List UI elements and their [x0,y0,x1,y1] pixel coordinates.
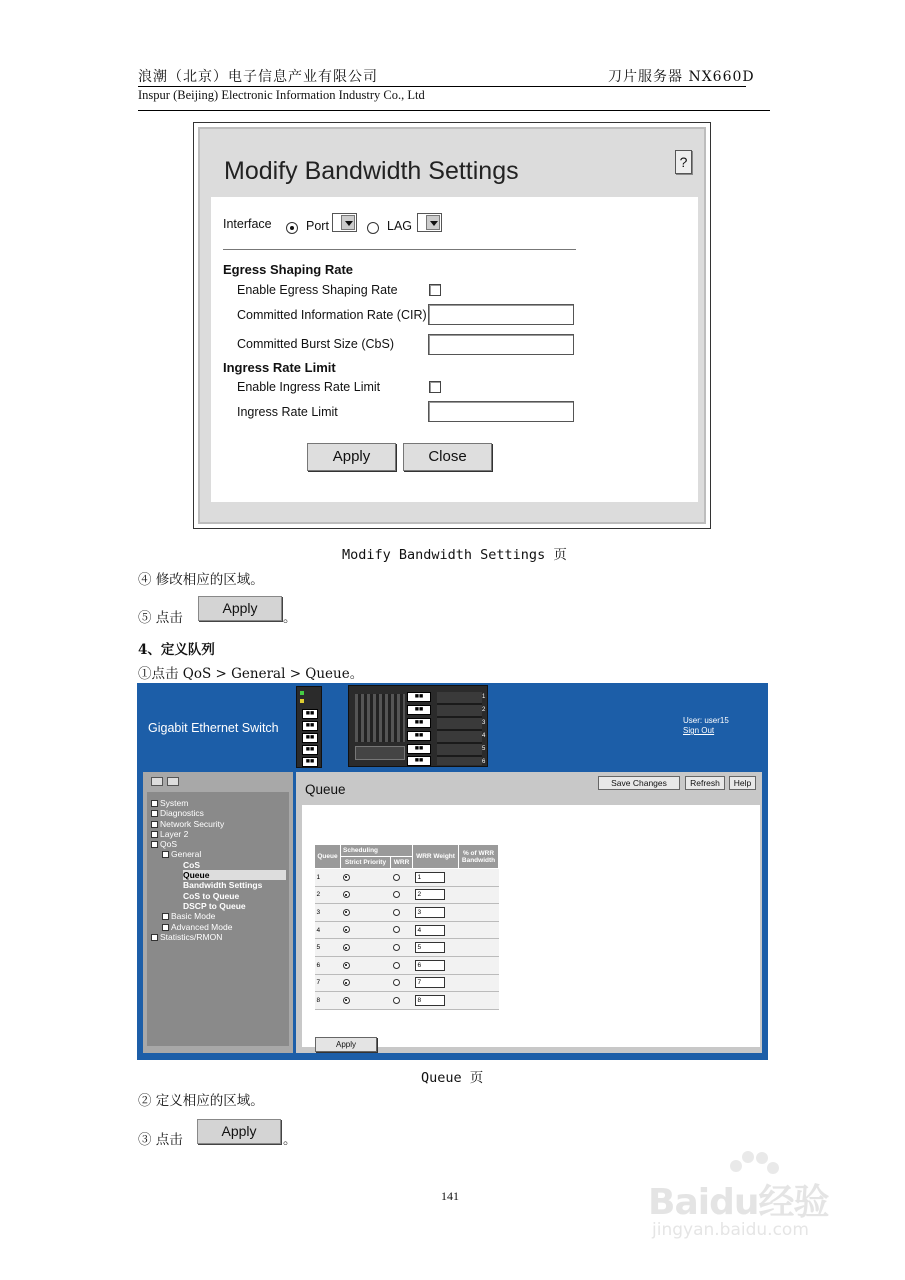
port-dropdown[interactable] [332,213,357,232]
wrr-radio[interactable] [393,979,400,986]
enable-egress-label: Enable Egress Shaping Rate [237,283,398,297]
tree-label: Network Security [160,818,225,829]
wrr-weight-input[interactable]: 7 [415,977,445,988]
product-name: Gigabit Ethernet Switch [148,721,279,735]
blade-chassis [348,685,488,767]
queue-number: 5 [315,939,341,957]
table-row [315,869,499,887]
header-product: 刀片服务器 NX660D [608,69,755,85]
cbs-input[interactable] [428,334,574,355]
queue-number: 8 [315,992,341,1010]
queue-number: 4 [315,921,341,939]
tree-item-advanced-mode[interactable] [151,922,286,932]
tree-label: QoS [160,839,178,850]
table-row [315,974,499,992]
dialog-title: Modify Bandwidth Settings [224,157,519,185]
bay-number: 2 [482,707,486,713]
col-queue: Queue [315,845,341,869]
step-q1: ①点击 QoS > General > Queue。 [138,666,364,682]
watermark-brand: Baidu经验 [648,1182,829,1223]
col-scheduling: Scheduling [341,845,413,857]
tree-item-bandwidth[interactable]: Bandwidth Settings [183,880,263,891]
bay-icon: ■■ [407,705,431,715]
ingress-limit-label: Ingress Rate Limit [237,405,338,419]
expand-icon [162,913,169,920]
tree-item-general[interactable] [151,849,286,859]
collapse-all-icon[interactable] [167,777,179,786]
step-4: ④ 修改相应的区域。 [138,572,264,588]
wrr-weight-input[interactable]: 2 [415,889,445,900]
strict-radio[interactable] [343,891,350,898]
apply-button[interactable]: Apply [307,443,396,471]
step-q3: ③ 点击 [138,1132,183,1148]
table-row [315,939,499,957]
dialog-frame [198,127,706,524]
header-company-en: Inspur (Beijing) Electronic Information Industry Co., Ltd [138,88,425,102]
strict-radio[interactable] [343,944,350,951]
pct-cell [459,956,499,974]
lag-label: LAG [387,219,413,233]
chevron-down-icon [341,215,355,230]
user-info [683,716,729,736]
expand-icon [151,810,158,817]
lag-radio[interactable] [367,222,379,234]
wrr-radio[interactable] [393,997,400,1004]
strict-radio[interactable] [343,979,350,986]
divider [223,249,576,250]
figure-caption-1: Modify Bandwidth Settings 页 [342,547,567,563]
sign-out-link[interactable]: Sign Out [683,726,715,735]
step-q2: ② 定义相应的区域。 [138,1093,264,1109]
tree-label: Statistics/RMON [160,931,223,942]
queue-apply-button[interactable]: Apply [315,1037,377,1052]
bay-icon: ■■ [407,756,431,766]
wrr-radio[interactable] [393,874,400,881]
col-wrr-weight: WRR Weight [413,845,459,869]
wrr-weight-input[interactable]: 5 [415,942,445,953]
queue-number: 3 [315,904,341,922]
strict-radio[interactable] [343,997,350,1004]
tree-item-basic-mode[interactable] [151,911,286,921]
queue-table [314,844,499,1010]
tree-label: Basic Mode [171,911,216,922]
blade-slots [437,692,482,765]
table-header-row [315,845,499,857]
enable-ingress-label: Enable Ingress Rate Limit [237,380,381,394]
wrr-radio[interactable] [393,909,400,916]
nav-tree [151,798,286,942]
help-button[interactable]: Help [729,776,756,790]
bay-icon: ■■ [407,692,431,702]
tree-item-queue[interactable] [151,870,286,880]
psu [355,746,405,760]
bay-icon: ■■ [407,744,431,754]
tree-item-stats[interactable] [151,932,286,942]
tree-label: Diagnostics [160,808,204,819]
tree-item-qos[interactable] [151,839,286,849]
strict-radio[interactable] [343,909,350,916]
step-5-end: 。 [283,610,297,626]
refresh-button[interactable]: Refresh [685,776,725,790]
table-row [315,992,499,1010]
wrr-radio[interactable] [393,926,400,933]
wrr-radio[interactable] [393,962,400,969]
wrr-weight-input[interactable]: 8 [415,995,445,1006]
tree-item-network-security[interactable] [151,819,286,829]
pct-cell [459,904,499,922]
table-row [315,921,499,939]
table-row [315,886,499,904]
bay-number: 3 [482,720,486,726]
step-5 [138,606,183,626]
col-strict-priority: Strict Priority [341,857,391,869]
help-button[interactable]: ? [675,150,692,174]
bay-icon: ■■ [407,718,431,728]
pct-cell [459,869,499,887]
user-name: User: user15 [683,716,729,725]
cbs-label: Committed Burst Size (CbS) [237,337,394,351]
strict-radio[interactable] [343,874,350,881]
tree-label-selected: Queue [183,870,286,880]
step-5-text: ⑤ 点击 [138,610,183,626]
queue-screenshot [137,683,768,1060]
port-label: Port [306,219,329,233]
close-button[interactable]: Close [403,443,492,471]
pct-cell [459,939,499,957]
col-pct-wrr: % of WRR Bandwidth [459,845,499,869]
fan-grille [355,694,405,742]
bay-number: 4 [482,733,486,739]
table-row [315,956,499,974]
port-icon: ■■ [302,757,318,767]
port-icon: ■■ [302,721,318,731]
bay-numbers [482,691,485,769]
page-number: 141 [441,1189,459,1203]
expand-all-icon[interactable] [151,777,163,786]
tree-item-cos-to-queue[interactable]: CoS to Queue [183,890,240,901]
tree-item-layer2[interactable] [151,829,286,839]
cir-label: Committed Information Rate (CIR) [237,308,427,322]
expand-icon [151,831,158,838]
pct-cell [459,974,499,992]
queue-number: 2 [315,886,341,904]
wrr-weight-input[interactable]: 6 [415,960,445,971]
switch-chassis-small [296,686,322,768]
pct-cell [459,992,499,1010]
tree-item-system[interactable] [151,798,286,808]
led-icon [300,699,304,703]
queue-content [302,805,760,1047]
chevron-down-icon [426,215,440,230]
bay-number: 5 [482,746,486,752]
tree-label: Layer 2 [160,828,189,839]
expand-icon [151,800,158,807]
tree-label: Advanced Mode [171,921,233,932]
header-company-cn: 浪潮（北京）电子信息产业有限公司 [138,69,378,85]
step-q3-end: 。 [283,1132,297,1148]
interface-label: Interface [223,217,272,231]
save-changes-button[interactable]: Save Changes [598,776,680,790]
sidebar [143,772,293,1053]
inline-apply-button-2[interactable]: Apply [197,1119,281,1144]
egress-heading: Egress Shaping Rate [223,262,354,277]
table-row [315,904,499,922]
pct-cell [459,921,499,939]
port-radio[interactable] [286,222,298,234]
led-icon [300,691,304,695]
wrr-radio[interactable] [393,944,400,951]
lag-dropdown[interactable] [417,213,442,232]
wrr-weight-input[interactable]: 3 [415,907,445,918]
wrr-weight-input[interactable]: 4 [415,925,445,936]
wrr-radio[interactable] [393,891,400,898]
main-panel [296,772,762,1053]
baidu-watermark [640,1148,855,1248]
figure-caption-2: Queue 页 [421,1070,484,1086]
pct-cell [459,886,499,904]
enable-ingress-checkbox[interactable] [429,381,441,393]
expand-icon [162,924,169,931]
section-heading: 4、定义队列 [138,642,215,658]
settings-panel [211,197,698,502]
tree-label: System [160,798,189,808]
tree-item-dscp-to-queue[interactable]: DSCP to Queue [183,900,246,911]
modify-bandwidth-screenshot [193,122,711,529]
queue-number: 7 [315,974,341,992]
ingress-limit-input[interactable] [428,401,574,422]
collapse-icon [162,851,169,858]
tree-panel [147,792,289,1046]
enable-egress-checkbox[interactable] [429,284,441,296]
bay-icon: ■■ [407,731,431,741]
bay-number: 6 [482,759,486,765]
cir-input[interactable] [428,304,574,325]
page-title: Queue [305,782,346,797]
port-icon: ■■ [302,733,318,743]
tree-label: General [171,849,202,860]
watermark-url: jingyan.baidu.com [652,1220,809,1240]
expand-icon [151,821,158,828]
col-wrr: WRR [391,857,413,869]
bay-number: 1 [482,694,486,700]
header-rule [138,86,746,87]
collapse-icon [151,841,158,848]
expand-icon [151,934,158,941]
header-rule-bottom [138,110,770,111]
ingress-heading: Ingress Rate Limit [223,360,336,375]
wrr-weight-input[interactable]: 1 [415,872,445,883]
strict-radio[interactable] [343,926,350,933]
strict-radio[interactable] [343,962,350,969]
queue-number: 6 [315,956,341,974]
tree-item-diagnostics[interactable] [151,808,286,818]
port-icon: ■■ [302,709,318,719]
inline-apply-button[interactable]: Apply [198,596,282,621]
tree-item-cos[interactable]: CoS [183,859,200,870]
port-icon: ■■ [302,745,318,755]
queue-number: 1 [315,869,341,887]
